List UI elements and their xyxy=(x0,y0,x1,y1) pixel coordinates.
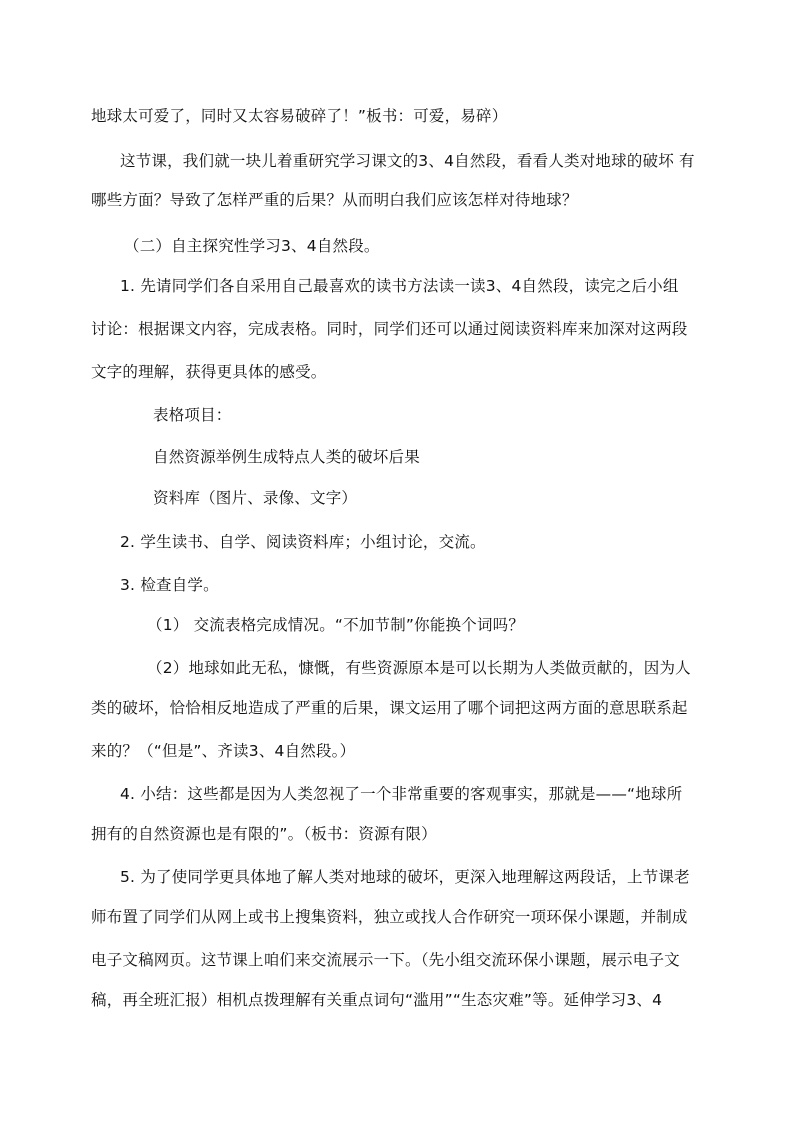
text-line-19: 5. 为了使同学更具体地了解人类对地球的破坏，更深入地理解这两段话，上节课老 xyxy=(120,868,690,886)
text-line-2: 这节课，我们就一块儿着重研究学习课文的3、4自然段，看看人类对地球的破坏 有 xyxy=(120,152,695,170)
table-items-label: 表格项目： xyxy=(153,406,232,424)
text-line-18: 拥有的自然资源也是有限的”。（板书：资源有限） xyxy=(91,825,437,843)
text-line-14: （2）地球如此无私，慷慨，有些资源原本是可以长期为人类做贡献的，因为人 xyxy=(147,659,691,677)
text-line-16: 来的？（“但是”、齐读3、4自然段。） xyxy=(91,742,356,760)
text-line-11: 2. 学生读书、自学、阅读资料库；小组讨论，交流。 xyxy=(120,533,486,551)
text-line-15: 类的破坏，恰恰相反地造成了严重的后果，课文运用了哪个词把这两方面的意思联系起 xyxy=(91,699,688,717)
text-line-12: 3. 检查自学。 xyxy=(120,576,219,594)
text-line-21: 电子文稿网页。这节课上咱们来交流展示一下。（先小组交流环保小课题，展示电子文 xyxy=(91,951,680,969)
table-items-content: 自然资源举例生成特点人类的破坏后果 xyxy=(153,448,420,466)
section-heading: （二）自主探究性学习3、4自然段。 xyxy=(124,237,380,255)
text-line-5: 1. 先请同学们各自采用自己最喜欢的读书方法读一读3、4自然段，读完之后小组 xyxy=(120,277,679,295)
text-line-17: 4. 小结：这些都是因为人类忽视了一个非常重要的客观事实，那就是——“地球所 xyxy=(120,785,683,803)
text-line-3: 哪些方面？导致了怎样严重的后果？从而明白我们应该怎样对待地球？ xyxy=(91,191,578,209)
text-line-7: 文字的理解，获得更具体的感受。 xyxy=(91,363,327,381)
text-line-1: 地球太可爱了，同时又太容易破碎了！”板书：可爱，易碎） xyxy=(91,107,508,125)
text-line-22: 稿，再全班汇报）相机点拨理解有关重点词句“滥用”“生态灾难”等。延伸学习3、4 xyxy=(91,991,663,1009)
text-line-20: 师布置了同学们从网上或书上搜集资料，独立或找人合作研究一项环保小课题，并制成 xyxy=(91,908,688,926)
text-line-13: （1） 交流表格完成情况。“不加节制”你能换个词吗？ xyxy=(147,616,525,634)
resource-library-line: 资料库（图片、录像、文字） xyxy=(153,489,358,507)
text-line-6: 讨论：根据课文内容，完成表格。同时，同学们还可以通过阅读资料库来加深对这两段 xyxy=(91,320,688,338)
